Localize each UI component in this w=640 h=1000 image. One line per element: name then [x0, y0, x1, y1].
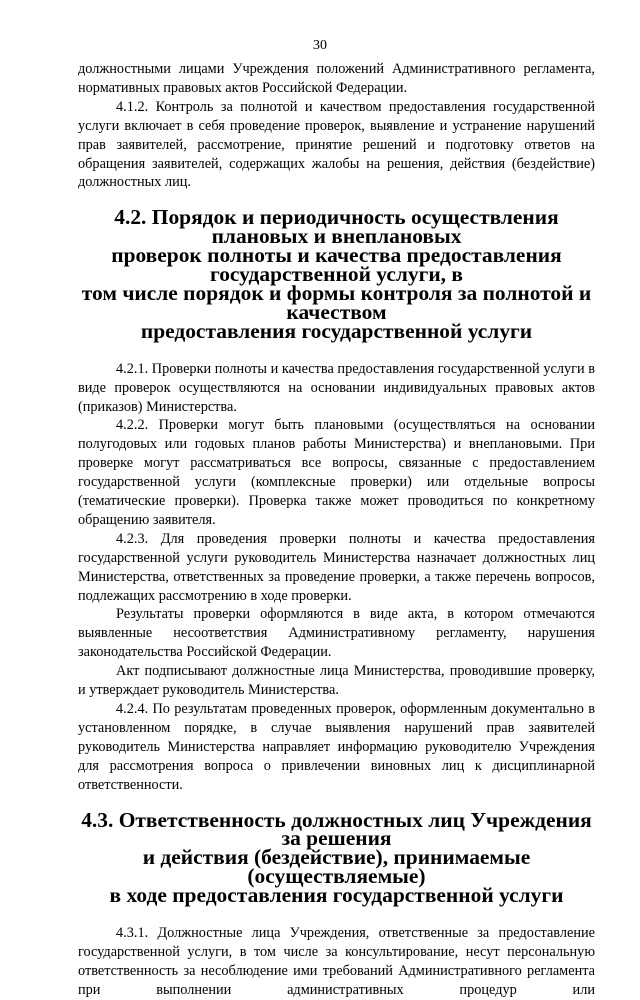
spacer: [78, 341, 595, 360]
paragraph-4-1-2: 4.1.2. Контроль за полнотой и качеством предоставления государственной услуги включает в себя проведение проверок, выявление и устранение нарушений прав заявителей, рассмотрение, принятие решений и подготовку ответов на обращения заявителей, содержащих жалобы на решения, действия (бездействие) должностных лиц.: [78, 98, 595, 191]
section-heading-4-2: [78, 205, 595, 343]
document-body: [78, 60, 595, 1000]
paragraph-4-2-4: 4.2.4. По результатам проведенных проверок, оформленным документально в установленном порядке, в случае выявления нарушений прав заявителей руководитель Министерства направляет информацию руководителю Учреждения для рассмотрения вопроса о привлечении виновных лиц к дисциплинарной ответственности.: [78, 701, 595, 793]
paragraph-4-2-3: 4.2.3. Для проведения проверки полноты и качества предоставления государственной услуги руководитель Министерства назначает должностных лиц Министерства, ответственных за проведение проверки, а также перечень вопросов, подлежащих рассмотрению в ходе проверки.: [78, 530, 595, 604]
paragraph-4-2-2: 4.2.2. Проверки могут быть плановыми (осуществляться на основании полугодовых или годовых планов работы Министерства) и внеплановыми. При проверке могут рассматриваться все вопросы, связанные с предоставлением государственной услуги (комплексные проверки) или отдельные вопросы (тематические проверки). Проверка также может проводиться по конкретному обращению заявителя.: [78, 417, 595, 528]
heading-line: в ходе предоставления государственной услуги: [109, 883, 564, 908]
page-number: 30: [313, 38, 327, 53]
heading-line: 4.2. Порядок и периодичность осуществления плановых и внеплановых: [114, 205, 559, 249]
heading-line: том числе порядок и формы контроля за полнотой и качеством: [81, 280, 592, 324]
intro-paragraph: должностными лицами Учреждения положений Административного регламента, нормативных правовых актов Российской Федерации.: [78, 61, 595, 96]
paragraph-4-2-1: 4.2.1. Проверки полноты и качества предоставления государственной услуги в виде проверок осуществляются на основании индивидуальных правовых актов (приказов) Министерства.: [78, 360, 595, 415]
paragraph-act: Акт подписывают должностные лица Министерства, проводившие проверку, и утверждает руководитель Министерства.: [78, 663, 595, 699]
heading-line: предоставления государственной услуги: [140, 318, 533, 343]
paragraph-4-3-1: 4.3.1. Должностные лица Учреждения, ответственные за предоставление государственной услуги, в том числе за консультирование, несут персональную ответственность за несоблюдение ими требований Административного регламента при выполнении административных процедур или: [78, 925, 595, 998]
heading-line: проверок полноты и качества предоставления государственной услуги, в: [111, 243, 562, 287]
paragraph-results: Результаты проверки оформляются в виде акта, в котором отмечаются выявленные несоответствия Административному регламенту, нарушения законодательства Российской Федерации.: [78, 606, 595, 661]
heading-line: 4.3. Ответственность должностных лиц Учреждения за решения: [81, 807, 592, 851]
heading-line: и действия (бездействие), принимаемые (осуществляемые): [142, 845, 531, 889]
spacer: [78, 905, 595, 924]
section-heading-4-3: [78, 807, 595, 908]
